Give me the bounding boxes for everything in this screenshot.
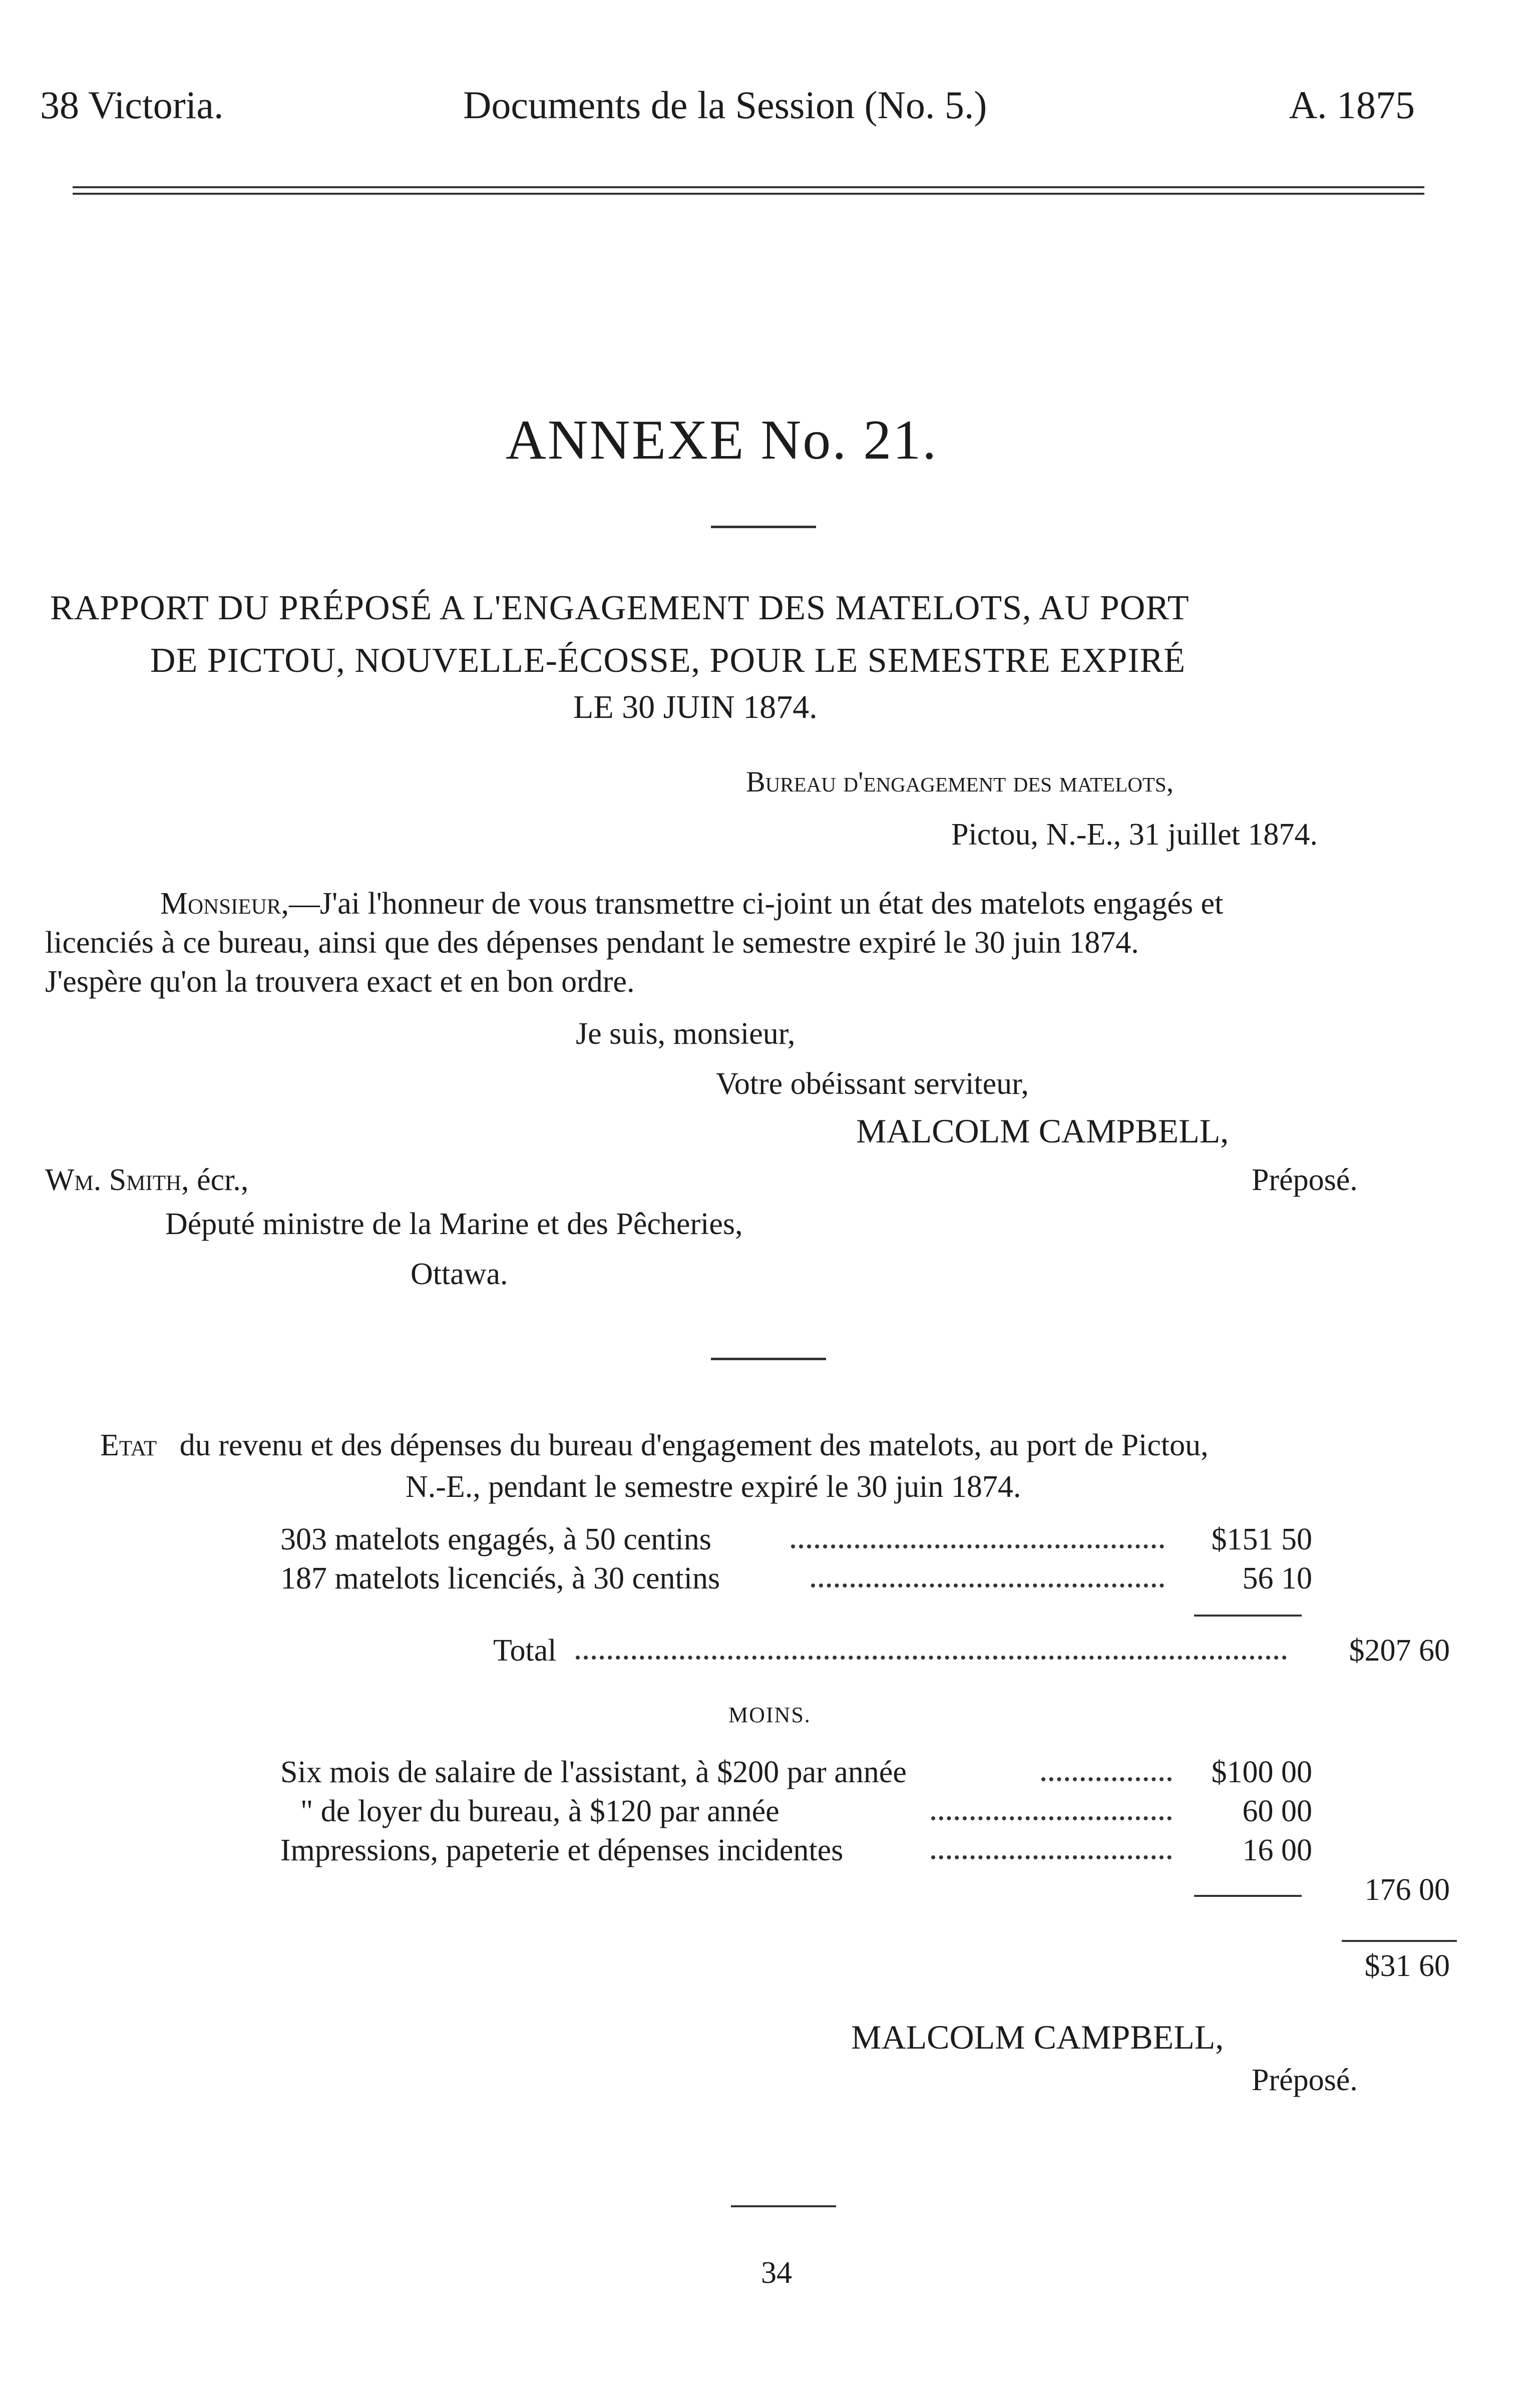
subtotal-rule [1194,1615,1302,1617]
statement-title-line-1: Etat du revenu et des dépenses du bureau d'engagement des matelots, au port de Pictou, [100,1428,1209,1462]
revenue-item-label-1: 303 matelots engagés, à 50 centins [280,1522,711,1556]
less-heading: MOINS. [728,1703,811,1727]
leader-dots [931,1855,1172,1859]
leader-dots [931,1816,1172,1820]
total-label: Total [493,1634,557,1668]
expense-item-amount-2: 60 00 [1242,1794,1312,1828]
header-rule-top [73,186,1424,188]
balance-rule [1342,1940,1457,1942]
statement-lead: Etat [100,1428,157,1462]
annex-title: ANNEXE No. 21. [506,409,938,471]
revenue-item-amount-1: $151 50 [1211,1522,1312,1556]
report-title-line-1: RAPPORT DU PRÉPOSÉ A L'ENGAGEMENT DES MATELOTS, AU PORT [50,589,1190,627]
expense-item-amount-3: 16 00 [1242,1833,1312,1867]
expense-item-label-1: Six mois de salaire de l'assistant, à $200 par année [280,1755,907,1789]
footer-divider [731,2205,836,2207]
expense-item-amount-1: $100 00 [1211,1755,1312,1789]
revenue-item-amount-2: 56 10 [1242,1561,1312,1596]
letter-closing-2: Votre obéissant serviteur, [716,1067,1029,1101]
statement-signature: MALCOLM CAMPBELL, [851,2018,1224,2056]
total-amount: $207 60 [1349,1634,1450,1668]
letter-addressee: Wm. Smith, écr., [45,1163,249,1197]
expense-item-label-3: Impressions, papeterie et dépenses incidentes [280,1833,844,1867]
addressee-name: Wm. Smith [45,1163,182,1197]
page-number: 34 [761,2256,792,2290]
statement-title-line-2: N.-E., pendant le semestre expiré le 30 juin 1874. [406,1470,1021,1504]
letter-body-line-2: licenciés à ce bureau, ainsi que des dépenses pendant le semestre expiré le 30 juin 1874. [45,926,1139,960]
letter-addressee-line-2: Député ministre de la Marine et des Pêcheries, [165,1207,743,1241]
expense-total: 176 00 [1364,1873,1450,1907]
report-title-line-2: DE PICTOU, NOUVELLE-ÉCOSSE, POUR LE SEMESTRE EXPIRÉ [150,641,1186,680]
letter-signature: MALCOLM CAMPBELL, [856,1112,1229,1150]
balance-amount: $31 60 [1364,1949,1450,1983]
letter-signature-title: Préposé. [1252,1163,1358,1197]
letter-body-line-3: J'espère qu'on la trouvera exact et en bon ordre. [45,965,635,999]
header-session-year: 38 Victoria. [40,83,224,127]
header-document-title: Documents de la Session (No. 5.) [463,83,987,127]
letter-closing-1: Je suis, monsieur, [576,1017,796,1051]
revenue-item-label-2: 187 matelots licenciés, à 30 centins [280,1561,720,1596]
leader-dots [791,1544,1164,1548]
letter-salutation: Monsieur, [160,887,289,921]
leader-dots [811,1583,1164,1587]
letter-body-line-1: Monsieur,—J'ai l'honneur de vous transmettre ci-joint un état des matelots engagés et [160,887,1224,921]
header-year: A. 1875 [1289,83,1415,127]
section-divider [711,1358,826,1360]
report-title-line-3: LE 30 JUIN 1874. [573,689,818,725]
leader-dots [1041,1777,1172,1781]
expense-subtotal-rule [1194,1895,1302,1897]
letter-place-date: Pictou, N.-E., 31 juillet 1874. [951,818,1318,852]
title-divider [711,526,816,528]
statement-signature-title: Préposé. [1252,2063,1358,2097]
expense-item-label-2: " de loyer du bureau, à $120 par année [300,1794,780,1828]
letter-addressee-line-3: Ottawa. [411,1257,508,1291]
header-rule-bottom [73,193,1424,195]
leader-dots [576,1656,1287,1660]
letter-office: Bureau d'engagement des matelots, [746,765,1174,798]
